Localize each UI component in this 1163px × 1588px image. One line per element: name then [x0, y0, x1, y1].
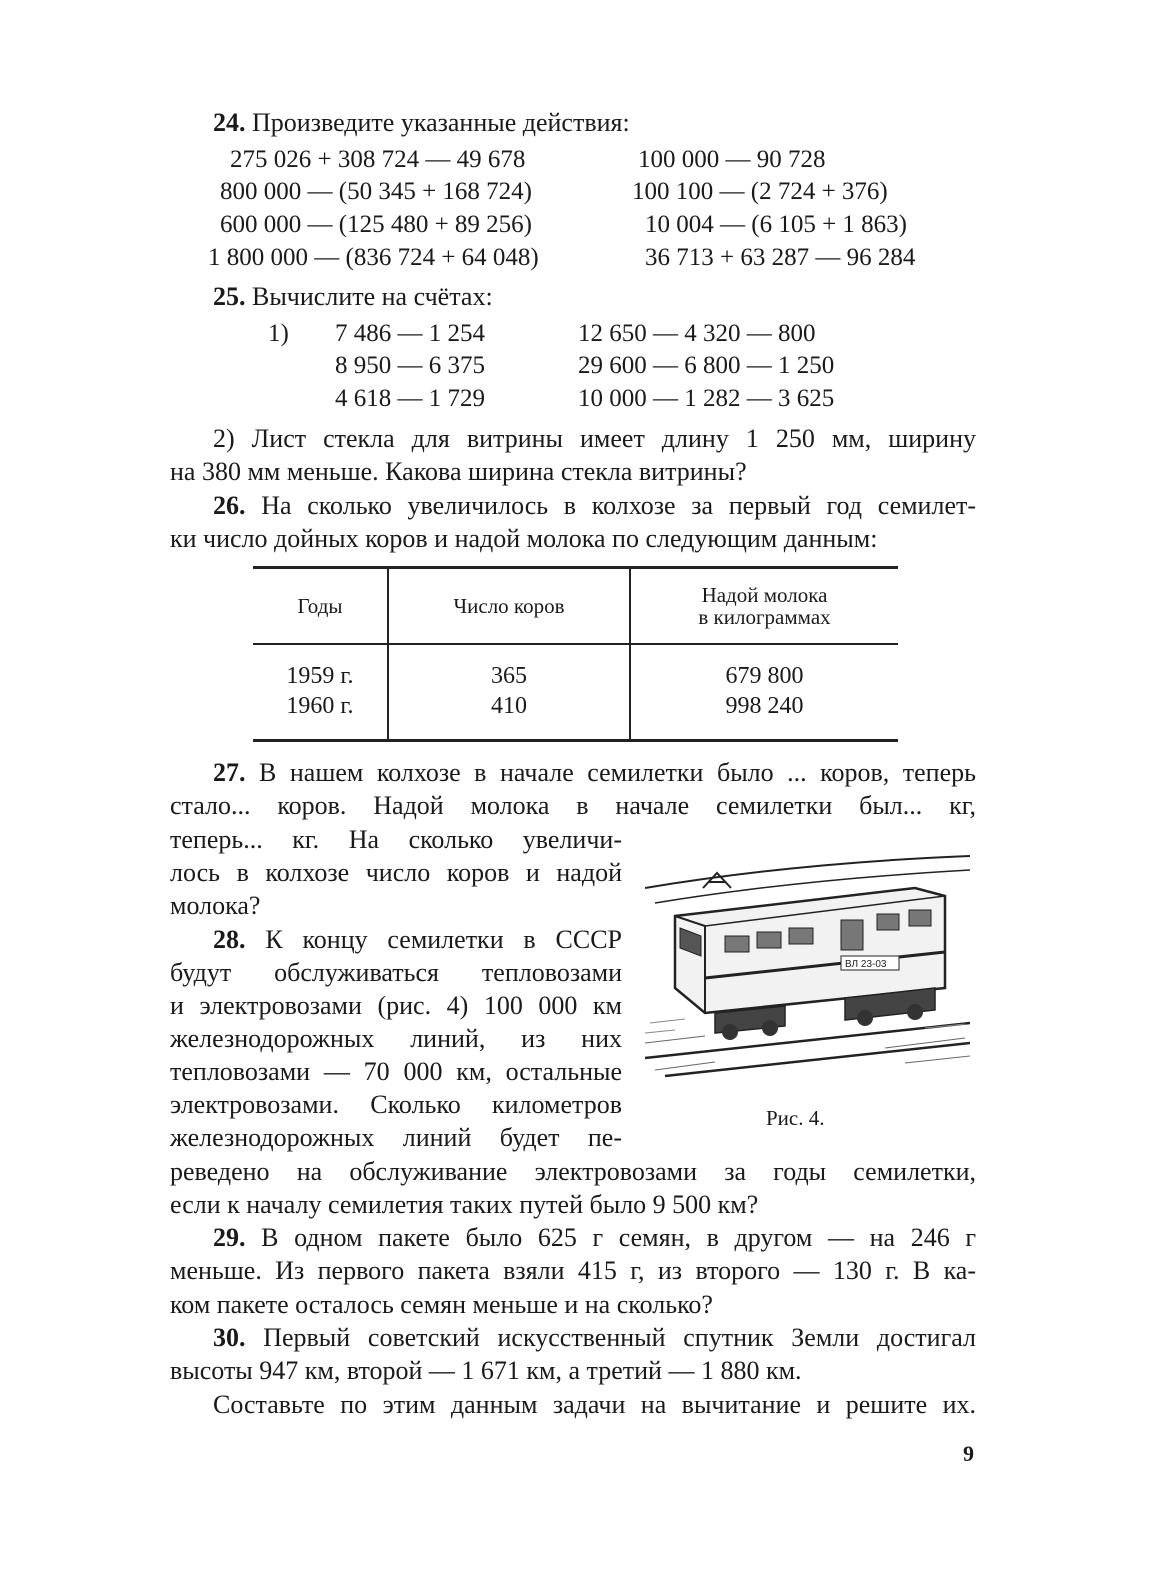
cell-milk: 998 240 — [630, 691, 898, 741]
expr-25-l1: 7 486 — 1 254 — [335, 320, 485, 347]
problem-26-line1: 26. На сколько увеличилось в колхозе за первый год семилет- — [213, 491, 977, 520]
header-milk: Надой молока в килограммах — [630, 568, 898, 645]
problem-25-q2-line2: на 380 мм меньше. Какова ширина стекла витрины? — [170, 457, 747, 486]
locomotive-number-plate: ВЛ 23-03 — [845, 959, 887, 970]
cell-cows: 365 — [388, 644, 630, 691]
problem-25-sub1: 1) — [268, 320, 289, 347]
problem-25-heading: 25. Вычислите на счётах: — [213, 282, 493, 311]
problem-27-line4: лось в колхозе число коров и надой — [170, 858, 622, 887]
expr-24-r3: 10 004 — (6 105 + 1 863) — [645, 211, 907, 238]
problem-29-line1: 29. В одном пакете было 625 г семян, в другом — на 246 г — [213, 1223, 976, 1252]
problem-30-line2: высоты 947 км, второй — 1 671 км, а третий — 1 880 км. — [170, 1356, 802, 1385]
problem-30-line3: Составьте по этим данным задачи на вычитание и решите их. — [213, 1390, 976, 1419]
expr-24-r2: 100 100 — (2 724 + 376) — [632, 178, 888, 205]
problem-29-line2: меньше. Из первого пакета взяли 415 г, из второго — 130 г. В ка- — [170, 1256, 976, 1285]
cell-milk: 679 800 — [630, 644, 898, 691]
problem-27-line2: стало... коров. Надой молока в начале семилетки был... кг, — [170, 791, 976, 820]
problem-25-q2-line1: 2) Лист стекла для витрины имеет длину 1 250 мм, ширину — [213, 424, 976, 453]
problem-27-line1: 27. В нашем колхозе в начале семилетки было ... коров, теперь — [213, 758, 976, 787]
problem-28-line8: реведено на обслуживание электровозами за годы семилетки, — [170, 1157, 976, 1186]
expr-24-l2: 800 000 — (50 345 + 168 724) — [220, 178, 532, 205]
problem-28-line7: железнодорожных линий будет пе- — [170, 1123, 622, 1152]
problem-24-heading: 24. Произведите указанные действия: — [213, 108, 630, 137]
header-years: Годы — [253, 568, 388, 645]
expr-24-l4: 1 800 000 — (836 724 + 64 048) — [208, 244, 539, 271]
expr-24-l3: 600 000 — (125 480 + 89 256) — [220, 211, 532, 238]
problem-27-line5: молока? — [170, 891, 261, 920]
problem-28-line1: 28. К концу семилетки в СССР — [213, 925, 622, 954]
table-row — [253, 644, 898, 691]
cell-year: 1959 г. — [286, 662, 354, 689]
problem-28-line5: тепловозами — 70 000 км, остальные — [170, 1057, 622, 1086]
expr-25-r1: 12 650 — 4 320 — 800 — [578, 320, 816, 347]
expr-25-l3: 4 618 — 1 729 — [335, 385, 485, 412]
expr-25-r2: 29 600 — 6 800 — 1 250 — [578, 352, 835, 379]
problem-30-line1: 30. Первый советский искусственный спутник Земли достигал — [213, 1323, 976, 1352]
problem-26-line2: ки число дойных коров и надой молока по следующим данным: — [170, 524, 878, 553]
problem-28-line6: электровозами. Сколько километров — [170, 1090, 622, 1119]
cell-year: 1960 г. — [286, 692, 354, 719]
expr-25-l2: 8 950 — 6 375 — [335, 352, 485, 379]
expr-24-r1: 100 000 — 90 728 — [638, 146, 826, 173]
problem-29-line3: ком пакете осталось семян меньше и на сколько? — [170, 1290, 713, 1319]
expr-24-l1: 275 026 + 308 724 — 49 678 — [230, 146, 526, 173]
page-number: 9 — [963, 1441, 974, 1466]
expr-24-r4: 36 713 + 63 287 — 96 284 — [645, 244, 916, 271]
problem-27-line3: теперь... кг. На сколько увеличи- — [170, 825, 622, 854]
problem-28-line3: и электровозами (рис. 4) 100 000 км — [170, 991, 622, 1020]
table-row — [253, 691, 898, 741]
cell-cows: 410 — [388, 691, 630, 741]
cows-milk-table — [253, 566, 898, 742]
problem-28-line4: железнодорожных линий, из них — [170, 1024, 622, 1053]
problem-28-line2: будут обслуживаться тепловозами — [170, 958, 622, 987]
figure-caption: Рис. 4. — [766, 1106, 825, 1130]
problem-28-line9: если к началу семилетия таких путей было 9 500 км? — [170, 1190, 759, 1219]
electric-locomotive-illustration — [645, 848, 970, 1083]
header-cows: Число коров — [388, 568, 630, 645]
expr-25-r3: 10 000 — 1 282 — 3 625 — [578, 385, 835, 412]
